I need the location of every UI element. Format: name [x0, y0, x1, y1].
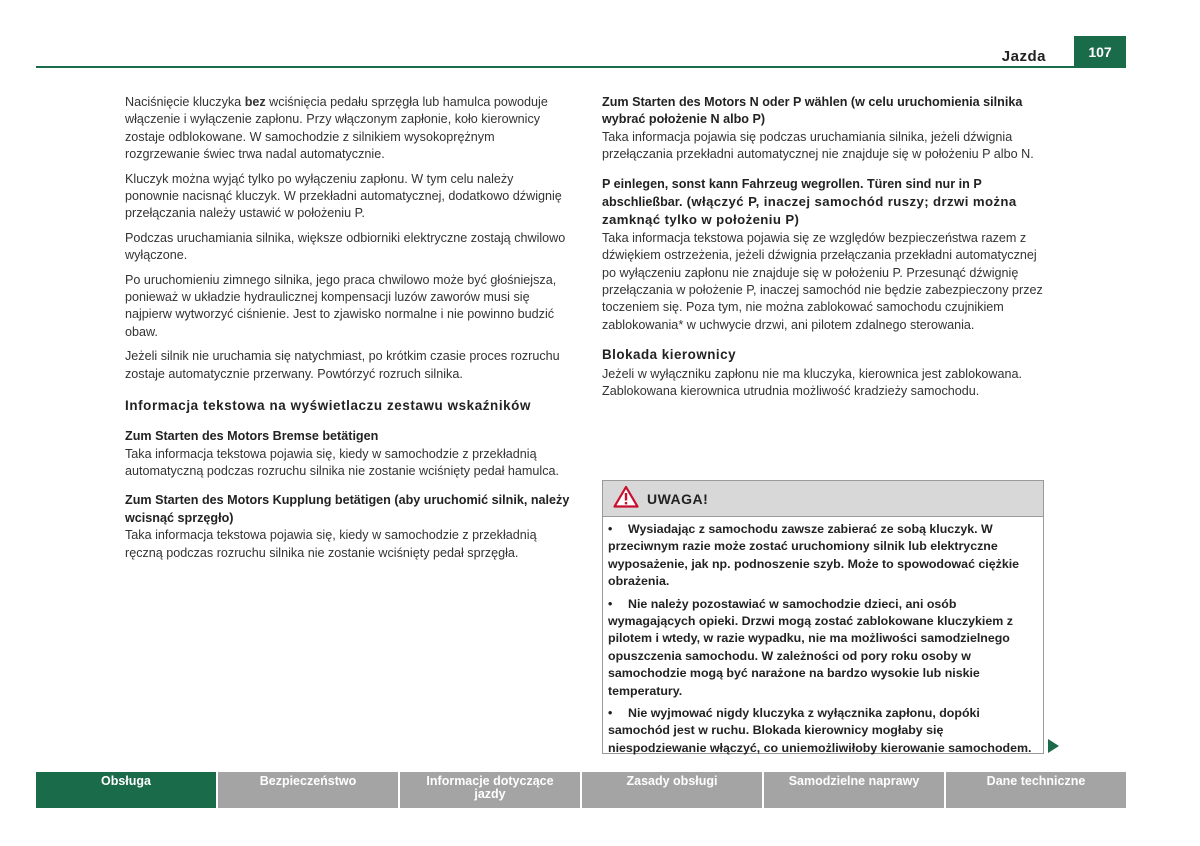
section-heading: Blokada kierownicy — [602, 347, 737, 363]
paragraph: Taka informacja tekstowa pojawia się, kiedy w samochodzie z przekładnią ręczną podczas rozruchu silnika nie zostanie wciśnięty pedał sprzęgła. — [125, 528, 537, 560]
paragraph: Jeżeli silnik nie uruchamia się natychmiast, po krótkim czasie proces rozruchu zostaje automatycznie przerwany. Powtórzyć rozruch silnika. — [125, 349, 560, 381]
nav-tab-samodzielne-naprawy[interactable]: Samodzielne naprawy — [764, 772, 944, 808]
paragraph: Taka informacja pojawia się podczas uruchamiania silnika, jeżeli dźwignia przełączania przekładni automatycznej nie znajduje się w położeniu P albo N. — [602, 129, 1034, 162]
warning-item: • Nie wyjmować nigdy kluczyka z wyłącznika zapłonu, dopóki samochód jest w ruchu. Blokada kierownicy mogłaby się niespodziewanie włączyć, co uniemożliwiłoby kierowanie samochodem. — [608, 706, 1032, 755]
warning-title: UWAGA! — [647, 490, 709, 507]
paragraph: Naciśnięcie kluczyka bez wciśnięcia pedału sprzęgła lub hamulca powoduje włączenie i wyłączenie zapłonu. Przy włączonym zapłonie, koło kierownicy zostaje odblokowane. W samochodzie z silnikiem wysokoprężnym rozgrzewanie świec trwa nadal automatycznie. — [125, 95, 548, 162]
warning-item: • Wysiadając z samochodu zawsze zabierać ze sobą kluczyk. W przeciwnym razie może zostać uruchomiony silnik lub elektryczne wyposażenie, jak np. podnoszenie szyb. Może to spowodować ciężkie obrażenia. — [608, 522, 1020, 589]
warning-triangle-icon — [613, 485, 639, 513]
nav-tab-dane-techniczne[interactable]: Dane techniczne — [946, 772, 1126, 808]
paragraph: Kluczyk można wyjąć tylko po wyłączeniu zapłonu. W tym celu należy ponownie nacisnąć kluczyk. W przekładni automatycznej, dodatkowo dźwignię przełączania należy ustawić w położeniu P. — [125, 171, 562, 221]
paragraph: Po uruchomieniu zimnego silnika, jego praca chwilowo może być głośniejsza, ponieważ w układzie hydraulicznej kompensacji luzów zaworów musi się najpierw wytworzyć ciśnienie. Jest to zjawisko normalne i nie powinno budzić obaw. — [125, 272, 557, 339]
page-number: 107 — [1074, 36, 1126, 68]
bullet-icon: • — [608, 706, 613, 721]
header-rule — [36, 66, 1124, 68]
bullet-icon: • — [608, 596, 613, 611]
message-heading: P einlegen, sonst kann Fahrzeug wegrollen. Türen sind nur in P abschließbar. (włączyć P, inaczej samochód ruszy; drzwi można zamknąć tylko w położeniu P) — [602, 176, 1017, 228]
paragraph: Taka informacja tekstowa pojawia się, kiedy w samochodzie z przekładnią automatyczną podczas rozruchu silnika nie zostanie wciśnięty pedał hamulca. — [125, 446, 560, 478]
message-heading: Zum Starten des Motors Kupplung betätigen (aby uruchomić silnik, należy wcisnąć sprzęgło) — [125, 493, 570, 525]
footer-nav — [36, 772, 1126, 808]
nav-tab-informacje-jazdy[interactable]: Informacje dotyczące jazdy — [400, 772, 580, 808]
message-heading: Zum Starten des Motors N oder P wählen (w celu uruchomienia silnika wybrać położenie N albo P) — [602, 95, 1023, 127]
paragraph: Taka informacja tekstowa pojawia się ze względów bezpieczeństwa razem z dźwiękiem ostrzeżenia, jeżeli dźwignia przełączania przekładni automatycznej po wyłączeniu zapłonu nie znajduje się w położeniu P. Przesunąć dźwignię przełączania w położenie P, inaczej samochód nie będzie zabezpieczony przez toczeniem się. Poza tym, nie można zablokować samochodu czujnikiem zablokowania* w uchwycie drzwi, ani pilotem zdalnego sterowania. — [602, 230, 1043, 332]
emphasis: bez — [244, 95, 266, 109]
warning-body — [603, 517, 1043, 757]
warning-item: • Nie należy pozostawiać w samochodzie dzieci, ani osób wymagających opieki. Drzwi mogą zostać zablokowane kluczykiem z pilotem i wtedy, w razie wypadku, nie ma możliwości samodzielnego opuszczenia samochodu. W zależności od pory roku osoby w samochodzie mogą być narażone na bardzo wysokie lub niskie temperatury. — [608, 596, 1013, 698]
nav-tab-zasady-obslugi[interactable]: Zasady obsługi — [582, 772, 762, 808]
warning-box — [602, 480, 1044, 754]
message-heading: Zum Starten des Motors Bremse betätigen — [125, 429, 379, 444]
paragraph: Podczas uruchamiania silnika, większe odbiorniki elektryczne zostają chwilowo wyłączone. — [125, 230, 566, 263]
warning-header — [603, 481, 1043, 517]
paragraph: Jeżeli w wyłączniku zapłonu nie ma kluczyka, kierownica jest zablokowana. Zablokowana kierownica utrudnia możliwość kradzieży samochodu. — [602, 366, 1022, 399]
nav-tab-obsluga[interactable]: Obsługa — [36, 772, 216, 808]
section-heading: Informacja tekstowa na wyświetlaczu zestawu wskaźników — [125, 398, 531, 414]
next-page-arrow-icon[interactable] — [1048, 739, 1059, 753]
section-title: Jazda — [1001, 48, 1046, 65]
right-column — [602, 94, 1046, 408]
bullet-icon: • — [608, 522, 613, 536]
left-column — [125, 94, 570, 569]
nav-tab-bezpieczenstwo[interactable]: Bezpieczeństwo — [218, 772, 398, 808]
